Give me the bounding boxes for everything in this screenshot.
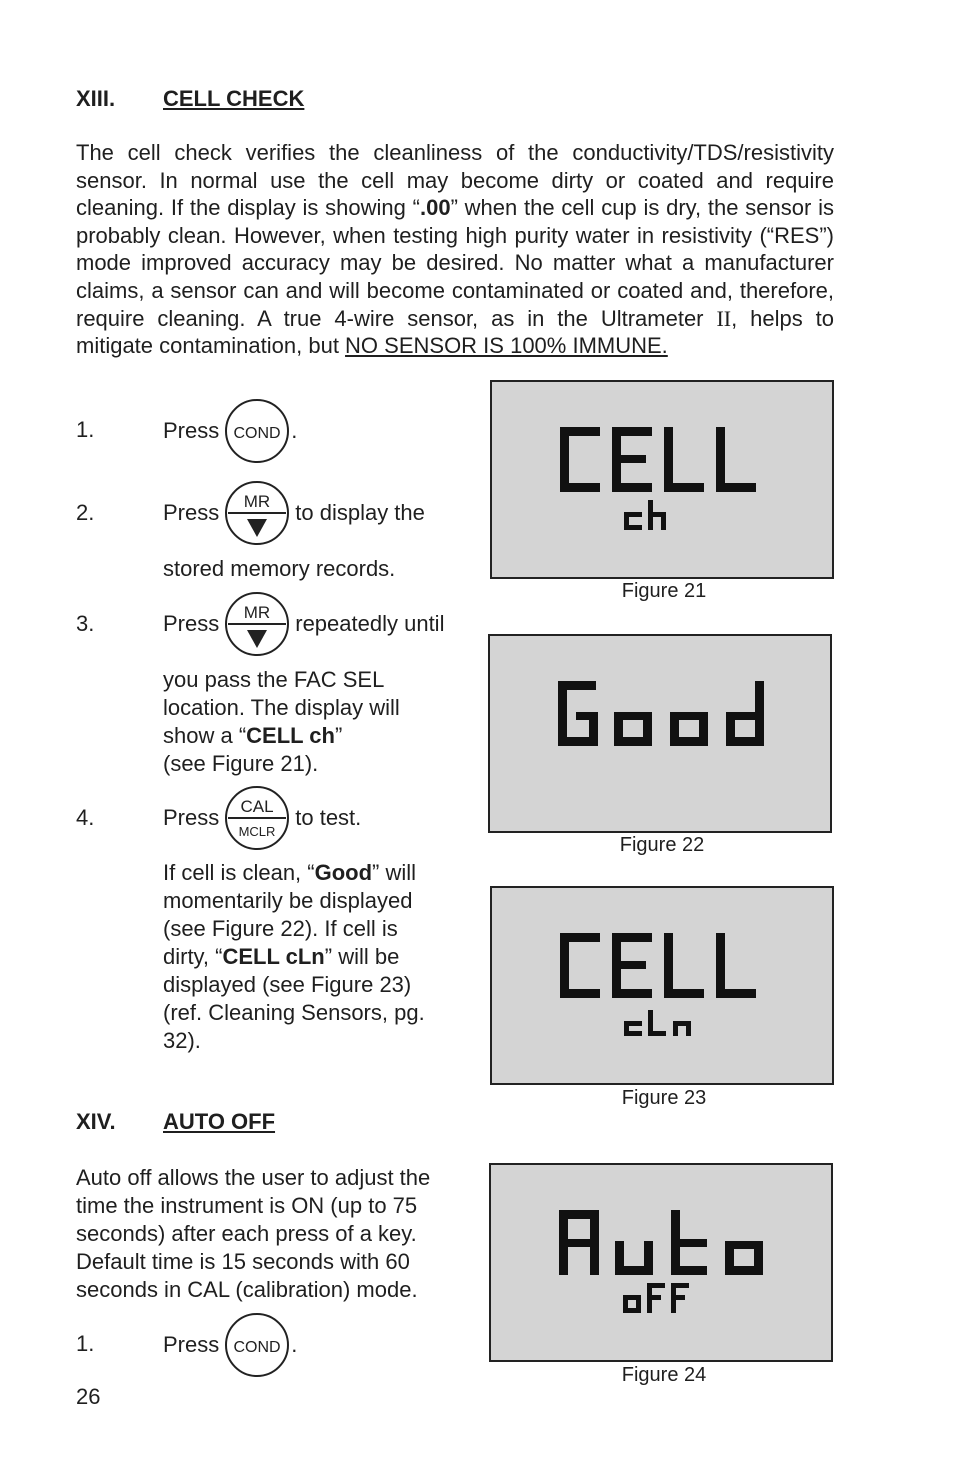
step-3-figure-ref: (see Figure 21). [163,751,319,776]
step-4-press: Press [163,805,220,830]
mr-down-button-icon [225,592,289,656]
step-3-continuation [163,666,433,778]
step-2-press: Press [163,500,220,525]
section-number: XIV. [76,1109,116,1134]
step-4 [163,785,361,851]
mr-button-label: MR [244,603,271,622]
mclr-button-label: MCLR [238,824,276,839]
lcd-display-figure-22 [488,634,832,833]
figure-24-caption: Figure 24 [621,1364,707,1386]
lcd-readout-good [490,636,830,831]
cal-button-label: CAL [240,797,274,816]
lcd-display-figure-23 [490,886,834,1085]
mr-down-button-icon [225,481,289,545]
step-3-cont-text: you pass the FAC SEL location. The display will show a “ [163,667,400,748]
step-2-continuation: stored memory records. [163,556,396,581]
step-2-after: to display the [295,500,425,525]
intro-text-c: , helps to mitigate contamination, but [76,305,835,359]
section-title: CELL CHECK [163,86,305,111]
section-number: XIII. [76,86,116,111]
lcd-display-figure-21 [490,380,834,579]
step-1 [163,398,297,464]
figure-21-caption: Figure 21 [621,580,707,602]
step-4-result-cell-cln: CELL cLn [222,944,325,969]
auto-off-step-1-number: 1. [76,1331,95,1356]
step-1-number: 1. [76,417,95,442]
intro-text-b: ” when the cell cup is dry, the sensor is probably clean. However, when testing high purity water in resistivity (“RES”) mode improved accuracy may be desired. No matter what a manufacturer claims, a sensor can and will become contaminated or coated and, therefore, require cleaning. A true 4-wire sensor, as in the Ultrameter [76,195,834,331]
step-3-cont-bold: CELL ch [246,723,335,748]
step-2 [163,480,425,546]
auto-off-step-1-after: . [291,1332,298,1357]
figure-22-caption: Figure 22 [619,834,705,856]
step-4-result-text-c: ” will be displayed (see Figure 23) (ref. Cleaning Sensors, pg. 32). [163,944,425,1053]
cond-button-label: COND [233,425,281,442]
intro-bold-value: .00 [419,195,451,221]
step-3-cont-close: ” [334,723,343,748]
auto-off-paragraph: Auto off allows the user to adjust the time the instrument is ON (up to 75 seconds) after each press of a key. Default time is 15 seconds with 60 seconds in CAL (calibration) mode. [76,1165,431,1302]
step-4-after: to test. [295,805,362,830]
figure-23-caption: Figure 23 [621,1087,707,1109]
auto-off-step-1 [163,1312,297,1378]
step-3-press: Press [163,611,220,636]
step-1-after: . [291,418,298,443]
step-2-number: 2. [76,500,95,525]
step-4-result-text-a: If cell is clean, “ [163,860,315,885]
intro-text-a: The cell check verifies the cleanliness of the conductivity/TDS/resistivity sensor. In normal use the cell may become dirty or coated and require cleaning. If the display is showing “ [76,140,834,221]
cal-mclr-button-icon [225,786,289,850]
step-4-result-text-b: ” will momentarily be displayed (see Figure 22). If cell is dirty, “ [163,860,417,969]
step-3 [163,591,444,657]
cond-button-label: COND [233,1339,281,1356]
lcd-readout-auto-off [491,1165,831,1360]
intro-roman-ii: II [716,305,732,331]
intro-underline-note: NO SENSOR IS 100% IMMUNE. [345,333,668,359]
lcd-readout-cell-ch [492,382,832,577]
page-number: 26 [76,1384,101,1409]
step-3-number: 3. [76,611,95,636]
step-3-after: repeatedly until [295,611,445,636]
intro-paragraph [76,139,834,360]
lcd-display-figure-24 [489,1163,833,1362]
section-title: AUTO OFF [163,1109,276,1134]
step-4-result-good: Good [314,860,373,885]
auto-off-step-1-press: Press [163,1332,220,1357]
lcd-readout-cell-cln [492,888,832,1083]
step-1-press: Press [163,418,220,443]
cond-button-icon [225,1313,289,1377]
cond-button-icon [225,399,289,463]
mr-button-label: MR [244,492,271,511]
step-4-result [163,859,448,1055]
step-4-number: 4. [76,805,95,830]
